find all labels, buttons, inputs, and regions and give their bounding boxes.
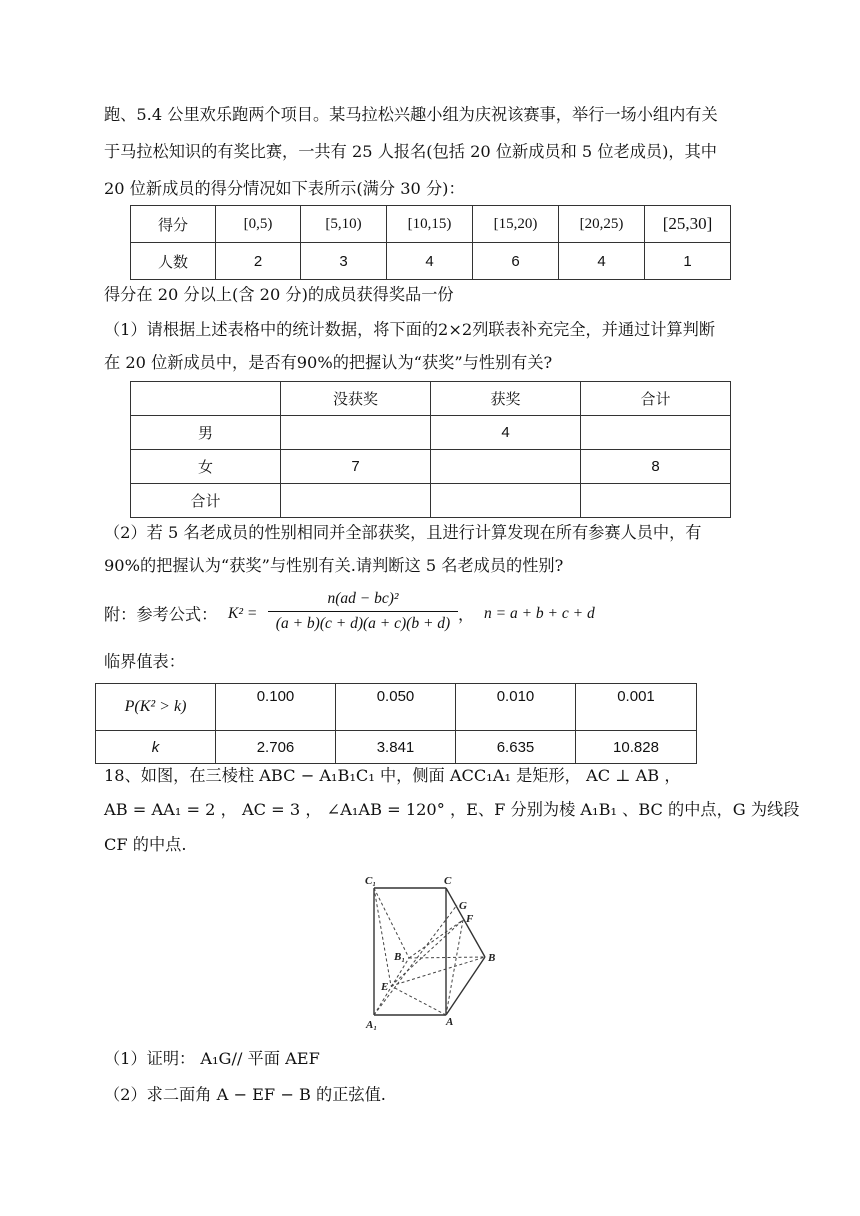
contingency-cell [581, 416, 731, 450]
critical-k-cell: 6.635 [456, 731, 576, 764]
q1-line-1: （1）请根据上述表格中的统计数据，将下面的2×2列联表补充完全，并通过计算判断 [104, 320, 716, 339]
segment-a-e [391, 986, 446, 1015]
label-a: A [446, 1016, 454, 1028]
contingency-header-cell: 合计 [581, 382, 731, 416]
count-cell: 2 [216, 243, 301, 280]
contingency-table [130, 381, 731, 518]
score-interval-cell: [15,20) [473, 206, 559, 243]
contingency-cell: 8 [581, 450, 731, 484]
label-f: F [466, 913, 474, 925]
contingency-cell [581, 484, 731, 518]
intro-line-2: 于马拉松知识的有奖比赛，一共有 25 人报名(包括 20 位新成员和 5 位老成员)，其中 [104, 142, 717, 161]
score-interval-cell: [5,10) [301, 206, 387, 243]
contingency-row [131, 450, 731, 484]
label-e: E [381, 981, 389, 993]
score-interval-cell: [10,15) [387, 206, 473, 243]
score-interval-cell: [20,25) [559, 206, 645, 243]
formula-n-definition: n = a + b + c + d [484, 605, 595, 622]
count-cell: 3 [301, 243, 387, 280]
segment-b1-f [409, 920, 463, 958]
contingency-cell: 7 [281, 450, 431, 484]
score-table-row [131, 206, 731, 243]
award-rule: 得分在 20 分以上(含 20 分)的成员获得奖品一份 [104, 285, 454, 304]
critical-prob-cell: 0.050 [336, 684, 456, 731]
formula-fraction [268, 590, 458, 633]
contingency-cell [281, 484, 431, 518]
critical-k-cell: 2.706 [216, 731, 336, 764]
critical-prob-cell: 0.010 [456, 684, 576, 731]
critical-prob-cell: 0.100 [216, 684, 336, 731]
formula-lhs: K² = [228, 605, 258, 622]
contingency-cell [281, 416, 431, 450]
contingency-header-cell [131, 382, 281, 416]
count-cell: 1 [645, 243, 731, 280]
q18-line-3: CF 的中点. [104, 835, 187, 854]
subquestion-2: （2）求二面角 A − EF − B 的正弦值. [104, 1085, 386, 1104]
q18-line-2: AB = AA₁ = 2 ， AC = 3 ， ∠A₁AB = 120° ，E、F 分别为棱 A₁B₁ 、BC 的中点，G 为线段 [104, 800, 800, 819]
formula-numerator: n(ad − bc)² [268, 590, 458, 612]
contingency-header-row [131, 382, 731, 416]
contingency-cell: 4 [431, 416, 581, 450]
q2-line-2: 90%的把握认为“获奖”与性别有关.请判断这 5 名老成员的性别? [104, 556, 564, 575]
contingency-label-cell: 女 [131, 450, 281, 484]
score-table-row [131, 243, 731, 280]
label-a1: A₁ [366, 1019, 378, 1031]
q18-line-1: 18、如图，在三棱柱 ABC − A₁B₁C₁ 中，侧面 ACC₁A₁ 是矩形， AC ⊥ AB ， [104, 766, 681, 785]
critical-label: 临界值表： [104, 652, 185, 671]
critical-table-row [96, 684, 697, 731]
label-c1: C₁ [365, 875, 377, 887]
count-header-cell: 人数 [131, 243, 216, 280]
critical-k-cell: 10.828 [576, 731, 697, 764]
contingency-row [131, 484, 731, 518]
label-b: B [488, 952, 496, 964]
count-cell: 6 [473, 243, 559, 280]
count-cell: 4 [559, 243, 645, 280]
score-header-cell: 得分 [131, 206, 216, 243]
critical-prob-cell: 0.001 [576, 684, 697, 731]
count-cell: 4 [387, 243, 473, 280]
formula-denominator: (a + b)(c + d)(a + c)(b + d) [275, 615, 451, 632]
label-b1: B₁ [394, 951, 406, 963]
contingency-header-cell: 没获奖 [281, 382, 431, 416]
label-g: G [459, 900, 467, 912]
score-interval-cell: [0,5) [216, 206, 301, 243]
contingency-label-cell: 合计 [131, 484, 281, 518]
critical-value-table [95, 683, 697, 764]
q1-line-2: 在 20 位新成员中，是否有90%的把握认为“获奖”与性别有关? [104, 353, 553, 372]
prism-figure [360, 872, 510, 1032]
contingency-label-cell: 男 [131, 416, 281, 450]
subquestion-1: （1）证明： A₁G// 平面 AEF [104, 1049, 320, 1068]
edge-a-b [446, 957, 485, 1015]
critical-header-cell: P(K² > k) [96, 684, 216, 731]
formula-prefix: 附：参考公式： [104, 605, 218, 624]
formula-separator: ， [458, 605, 475, 624]
label-c: C [444, 875, 452, 887]
intro-line-3: 20 位新成员的得分情况如下表所示(满分 30 分)： [104, 179, 465, 198]
segment-c1-e [374, 888, 391, 986]
critical-k-cell: 3.841 [336, 731, 456, 764]
intro-line-1: 跑、5.4 公里欢乐跑两个项目。某马拉松兴趣小组为庆祝该赛事，举行一场小组内有关 [104, 105, 718, 124]
critical-k-header-cell: k [96, 731, 216, 764]
hidden-edge-c1-b1 [374, 888, 409, 958]
contingency-row [131, 416, 731, 450]
critical-table-row [96, 731, 697, 764]
hidden-edge-b1-b [409, 957, 485, 958]
segment-a-f [446, 920, 463, 1015]
contingency-cell [431, 450, 581, 484]
q2-line-1: （2）若 5 名老成员的性别相同并全部获奖，且进行计算发现在所有参赛人员中，有 [104, 523, 702, 542]
score-interval-cell: [25,30] [645, 206, 731, 243]
contingency-cell [431, 484, 581, 518]
contingency-header-cell: 获奖 [431, 382, 581, 416]
score-table [130, 205, 731, 280]
